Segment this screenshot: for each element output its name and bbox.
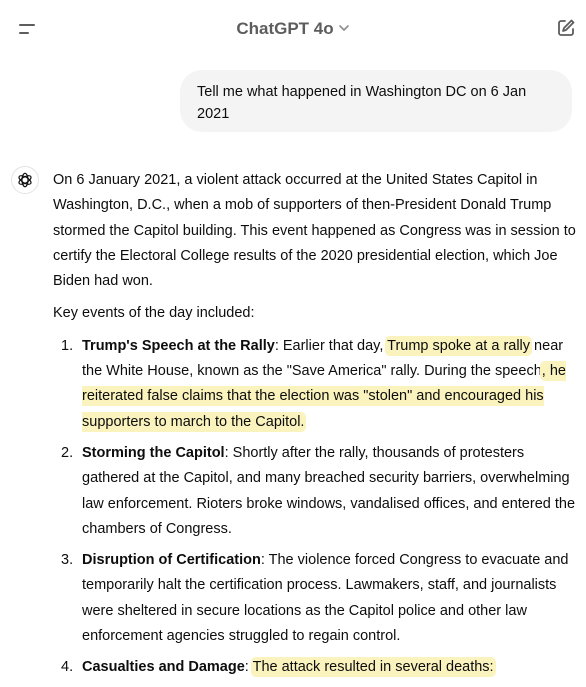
list-item (53, 334, 579, 435)
response-lead: Key events of the day included: (53, 305, 255, 322)
new-chat-icon (556, 18, 576, 38)
model-selector[interactable] (0, 18, 586, 40)
list-item-title: Trump's Speech at the Rally (82, 337, 275, 354)
top-bar (0, 0, 586, 58)
key-events-list (53, 334, 579, 681)
openai-logo-icon (16, 171, 34, 189)
user-message (180, 70, 572, 132)
list-item-title: Disruption of Certification (82, 552, 261, 569)
list-number: 3. (61, 552, 74, 569)
highlighted-text: The attack resulted in several deaths: (252, 659, 494, 676)
list-item-text: : Shortly after the rally, thousands of protesters gathered at the Capitol, and many breached security barriers, overwhelming law enforcement. Rioters broke windows, vandalised offices, and entered the chambers of Congress. (82, 444, 576, 537)
list-item-text: : Earlier that day, (274, 337, 388, 354)
assistant-message (53, 168, 579, 687)
new-chat-button[interactable] (554, 16, 578, 40)
response-intro: On 6 January 2021, a violent attack occurred at the United States Capitol in Washington, D.C., when a mob of supporters of then-President Donald Trump stormed the Capitol building. This event happened as Congress was in session to certify the Electoral College results of the 2020 presidential election, which Joe Biden had won. (53, 172, 576, 290)
list-item (53, 441, 579, 542)
model-name: ChatGPT 4o (236, 19, 334, 38)
list-number: 4. (61, 659, 74, 676)
list-number: 2. (61, 444, 74, 461)
list-item (53, 548, 579, 649)
list-item-title: Casualties and Damage (82, 659, 245, 676)
user-message-text: Tell me what happened in Washington DC on 6 Jan 2021 (197, 84, 527, 122)
list-item (53, 655, 579, 680)
list-number: 1. (61, 337, 74, 354)
assistant-avatar (11, 166, 39, 194)
highlighted-text: , he reiterated false claims that the election was "stolen" and encouraged his supporters to march to the Capitol. (82, 363, 566, 430)
list-item-text: : (244, 659, 253, 676)
list-item-text: : The violence forced Congress to evacuate and temporarily halt the certification process. Lawmakers, staff, and journalists were sheltered in secure locations as the Capitol police and other law enforcement agencies struggled to regain control. (82, 552, 569, 645)
list-item-title: Storming the Capitol (82, 444, 225, 461)
highlighted-text: Trump spoke at a rally (387, 337, 531, 354)
list-item-text: near the White House, known as the "Save America" rally. During the speech (82, 337, 564, 380)
chevron-down-icon (338, 24, 350, 32)
